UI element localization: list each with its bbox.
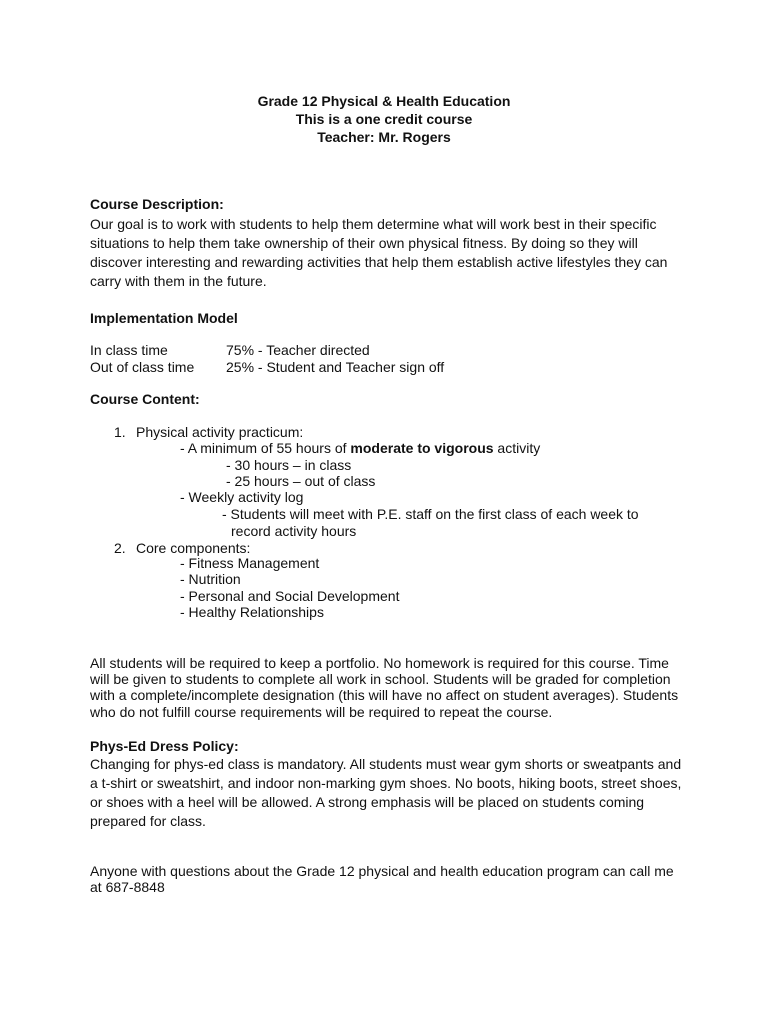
document-title: Grade 12 Physical & Health Education (257, 93, 511, 109)
dress-policy-line: Changing for phys-ed class is mandatory. All students must wear gym shorts or sweatpants and (90, 756, 682, 772)
portfolio-line: All students will be required to keep a portfolio. No homework is required for this course. Time (90, 655, 669, 671)
list-number: 1. (114, 424, 126, 440)
teacher-line: Teacher: Mr. Rogers (317, 129, 451, 145)
portfolio-line: will be given to students to complete all work in school. Students will be graded for completion (90, 671, 671, 687)
core-components-label: Core components: (136, 540, 251, 556)
portfolio-line: who do not fulfill course requirements will be required to repeat the course. (90, 704, 553, 720)
dress-policy-line: or shoes with a heel will be allowed. A strong emphasis will be placed on students coming (90, 794, 645, 810)
description-line: carry with them in the future. (90, 273, 267, 289)
dress-policy-heading: Phys-Ed Dress Policy: (90, 738, 239, 754)
core-component-item: - Fitness Management (180, 555, 320, 571)
course-description-heading: Course Description: (90, 196, 224, 212)
description-line: discover interesting and rewarding activities that help them establish active lifestyles they can (90, 254, 668, 270)
course-content-heading: Course Content: (90, 391, 200, 407)
credit-subtitle: This is a one credit course (295, 111, 473, 127)
core-component-item: - Personal and Social Development (180, 588, 400, 604)
dress-policy-line: prepared for class. (90, 813, 206, 829)
description-line: situations to help them take ownership of their own physical fitness. By doing so they will (90, 235, 638, 251)
list-number: 2. (114, 540, 126, 556)
dress-policy-line: a t-shirt or sweatshirt, and indoor non-marking gym shoes. No boots, hiking boots, street shoes, (90, 775, 682, 791)
staff-meeting-line: - Students will meet with P.E. staff on the first class of each week to (222, 506, 639, 522)
implementation-label: Out of class time (90, 359, 195, 375)
in-class-hours: - 30 hours – in class (226, 457, 352, 473)
intensity-emphasis: moderate to vigorous (350, 440, 494, 456)
core-component-item: - Nutrition (180, 571, 241, 587)
out-class-hours: - 25 hours – out of class (226, 473, 376, 489)
activity-log-line: - Weekly activity log (180, 489, 304, 505)
staff-meeting-line: record activity hours (231, 523, 357, 539)
implementation-heading: Implementation Model (90, 310, 238, 326)
portfolio-line: with a complete/incomplete designation (this will have no affect on student averages). Students (90, 687, 679, 703)
implementation-value: 75% - Teacher directed (226, 342, 370, 358)
contact-line: Anyone with questions about the Grade 12 physical and health education program can call me (90, 863, 674, 879)
practicum-label: Physical activity practicum: (136, 424, 304, 440)
core-component-item: - Healthy Relationships (180, 604, 324, 620)
implementation-label: In class time (90, 342, 168, 358)
minimum-hours-line (180, 440, 540, 456)
description-line: Our goal is to work with students to help them determine what will work best in their specific (90, 216, 657, 232)
activity-text: activity (493, 440, 541, 456)
implementation-value: 25% - Student and Teacher sign off (226, 359, 445, 375)
minimum-hours-text: - A minimum of 55 hours of (180, 440, 351, 456)
contact-phone-line: at 687-8848 (90, 879, 165, 895)
